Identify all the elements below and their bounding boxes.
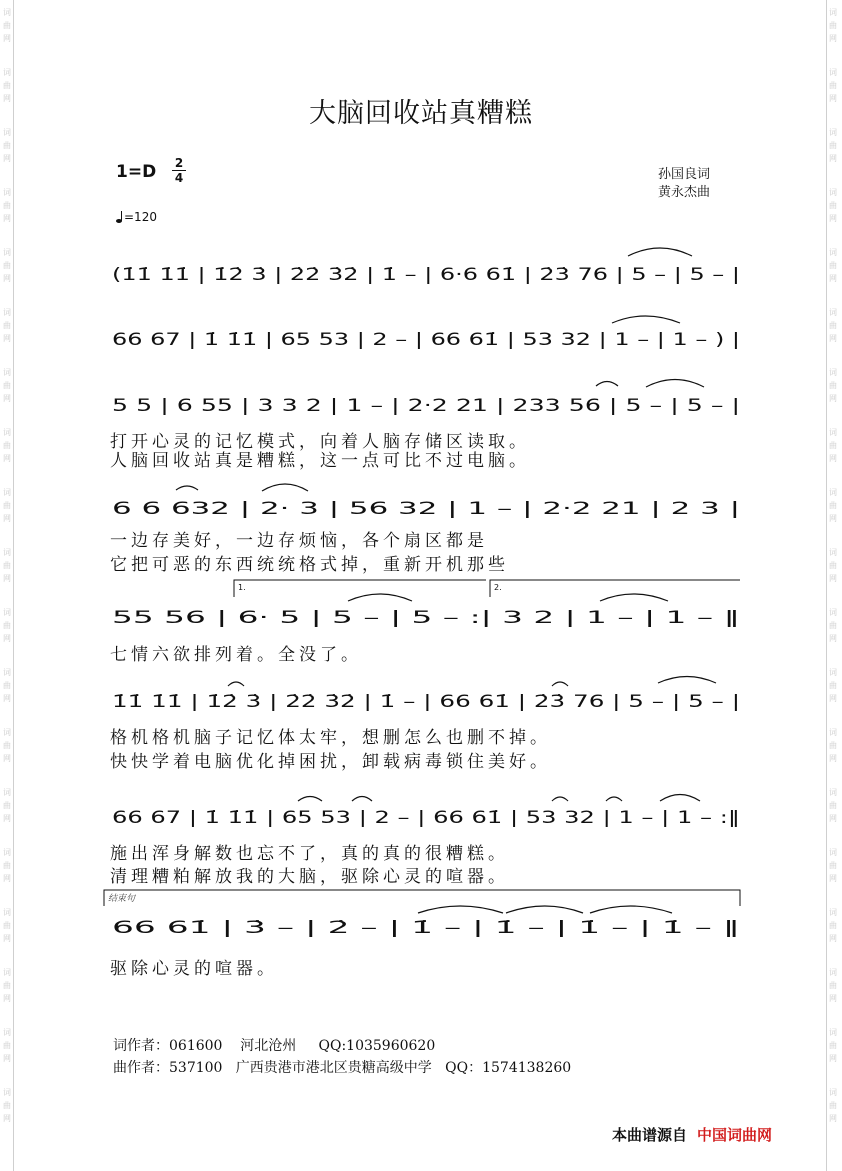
slur bbox=[658, 677, 716, 684]
source-label: 本曲谱源自 bbox=[612, 1126, 688, 1144]
notation-line: (1̇1̇ 1̇1̇ | 1̇2̇ 3̇ | 2̇2̇ 3̇2̇ | 1̇ – | 6·6 61̇ | 2̇3̇ 76 | 5 – | 5 – | bbox=[112, 265, 740, 285]
watermark-text: 词曲网 bbox=[829, 248, 837, 283]
watermark-text: 词曲网 bbox=[3, 548, 11, 583]
watermark-text: 词曲网 bbox=[829, 1088, 837, 1123]
watermark-text: 词曲网 bbox=[3, 428, 11, 463]
meter-unit: 4 bbox=[172, 170, 186, 185]
second-ending-label: 2. bbox=[494, 583, 502, 592]
notation-line: 66 61̇ | 3̇ – | 2̇ – | 1̇ – | 1̇ – | 1̇ – | 1̇ – ‖ bbox=[112, 918, 740, 938]
source-brand-link[interactable]: 中国词曲网 bbox=[697, 1126, 773, 1144]
watermark-text: 词曲网 bbox=[3, 368, 11, 403]
slur bbox=[262, 484, 308, 491]
watermark-text: 词曲网 bbox=[3, 1028, 11, 1063]
watermark-text: 词曲网 bbox=[829, 68, 837, 103]
slur bbox=[352, 797, 372, 802]
watermark-text: 词曲网 bbox=[3, 728, 11, 763]
slur bbox=[628, 248, 692, 256]
first-ending-label: 1. bbox=[238, 583, 246, 592]
watermark-text: 词曲网 bbox=[829, 908, 837, 943]
lyric-line: 它把可恶的东西统统格式掉，重新开机那些 bbox=[110, 555, 509, 575]
slur bbox=[596, 382, 618, 387]
slur bbox=[600, 594, 668, 601]
watermark-text: 词曲网 bbox=[829, 488, 837, 523]
watermark-text: 词曲网 bbox=[829, 8, 837, 43]
slur bbox=[348, 594, 412, 601]
slur bbox=[176, 486, 198, 490]
watermark-text: 词曲网 bbox=[3, 488, 11, 523]
lyric-line: 驱除心灵的喧器。 bbox=[110, 959, 278, 979]
watermark-text: 词曲网 bbox=[829, 788, 837, 823]
composer-credit: 黄永杰曲 bbox=[658, 185, 711, 200]
watermark-text: 词曲网 bbox=[3, 308, 11, 343]
composer-contact: 曲作者：537100 广西贵港市港北区贵糖高级中学 QQ：1574138260 bbox=[113, 1060, 572, 1076]
watermark-text: 词曲网 bbox=[3, 188, 11, 223]
lyricist-contact: 词作者：061600 河北沧州 QQ:1035960620 bbox=[113, 1038, 436, 1054]
watermark-text: 词曲网 bbox=[829, 308, 837, 343]
lyricist-credit: 孙国良词 bbox=[658, 167, 711, 182]
slur bbox=[228, 682, 244, 686]
lyric-line: 施出浑身解数也忘不了，真的真的很糟糕。 bbox=[110, 844, 509, 864]
watermark-text: 词曲网 bbox=[3, 1088, 11, 1123]
coda-bracket bbox=[104, 890, 740, 906]
lyric-line: 一边存美好，一边存烦恼，各个扇区都是 bbox=[110, 531, 488, 551]
watermark-text: 词曲网 bbox=[3, 908, 11, 943]
watermark-text: 词曲网 bbox=[829, 548, 837, 583]
song-title: 大脑回收站真糟糕 bbox=[309, 98, 533, 129]
tempo-value: =120 bbox=[124, 210, 157, 224]
first-ending-bracket bbox=[234, 580, 486, 597]
coda-label: 结束句 bbox=[108, 894, 136, 904]
notation-line: 1̇1̇ 1̇1̇ | 1̇2̇ 3̇ | 2̇2̇ 3̇2̇ | 1̇ – | 66 61̇ | 2̇3̇ 76 | 5 – | 5 – | bbox=[112, 692, 740, 712]
second-ending-bracket bbox=[490, 580, 740, 597]
lyric-line: 格机格机脑子记忆体太牢，想删怎么也删不掉。 bbox=[110, 728, 551, 748]
slur bbox=[660, 795, 700, 802]
lyric-line: 七情六欲排列着。全没了。 bbox=[110, 645, 362, 665]
slur bbox=[612, 316, 680, 323]
lyric-line: 清理糟粕解放我的大脑，驱除心灵的喧器。 bbox=[110, 867, 509, 887]
watermark-text: 词曲网 bbox=[3, 248, 11, 283]
meter-beats: 2 bbox=[174, 156, 184, 170]
watermark-text: 词曲网 bbox=[3, 968, 11, 1003]
notation-line: 5 5 | 6 55 | 3 3 2 | 1 – | 2·2 21 | 233 56 | 5 – | 5 – | bbox=[112, 396, 740, 416]
slur bbox=[606, 797, 622, 801]
notation-line: 55 56 | 6· 5 | 5 – | 5 – :| 3 2 | 1 – | 1 – ‖ bbox=[112, 608, 740, 628]
notation-line: 66 67 | 1̇ 1̇1̇ | 65 53 | 2 – | 66 61̇ | 53 32 | 1 – | 1 – :‖ bbox=[112, 808, 740, 828]
watermark-text: 词曲网 bbox=[3, 68, 11, 103]
slur bbox=[590, 906, 672, 913]
watermark-text: 词曲网 bbox=[829, 368, 837, 403]
source-attribution bbox=[612, 1124, 772, 1145]
watermark-text: 词曲网 bbox=[3, 128, 11, 163]
slur bbox=[418, 906, 503, 913]
watermark-text: 词曲网 bbox=[829, 848, 837, 883]
watermark-text: 词曲网 bbox=[829, 128, 837, 163]
watermark-text: 词曲网 bbox=[829, 1028, 837, 1063]
key-signature: 1=D bbox=[116, 162, 157, 182]
slur bbox=[552, 682, 568, 686]
watermark-text: 词曲网 bbox=[3, 668, 11, 703]
slur bbox=[646, 380, 704, 388]
notation-line: 6 6 632 | 2· 3 | 56 32 | 1 – | 2·2 21 | 2 3 | bbox=[112, 499, 740, 519]
slur bbox=[506, 906, 583, 913]
watermark-text: 词曲网 bbox=[829, 968, 837, 1003]
watermark-text: 词曲网 bbox=[829, 188, 837, 223]
watermark-text: 词曲网 bbox=[829, 728, 837, 763]
slur bbox=[298, 797, 322, 802]
notation-line: 66 67 | 1̇ 1̇1̇ | 65 53 | 2 – | 66 61̇ | 53 32 | 1 – | 1 – ) | bbox=[112, 330, 740, 350]
watermark-text: 词曲网 bbox=[3, 8, 11, 43]
lyric-line: 打开心灵的记忆模式，向着人脑存储区读取。 bbox=[110, 432, 530, 452]
watermark-text: 词曲网 bbox=[829, 668, 837, 703]
watermark-text: 词曲网 bbox=[3, 608, 11, 643]
watermark-text: 词曲网 bbox=[829, 428, 837, 463]
lyric-line: 人脑回收站真是糟糕，这一点可比不过电脑。 bbox=[110, 451, 530, 471]
lyric-line: 快快学着电脑优化掉困扰，卸载病毒锁住美好。 bbox=[110, 752, 551, 772]
watermark-text: 词曲网 bbox=[3, 848, 11, 883]
watermark-text: 词曲网 bbox=[829, 608, 837, 643]
watermark-text: 词曲网 bbox=[3, 788, 11, 823]
slur bbox=[552, 797, 568, 801]
